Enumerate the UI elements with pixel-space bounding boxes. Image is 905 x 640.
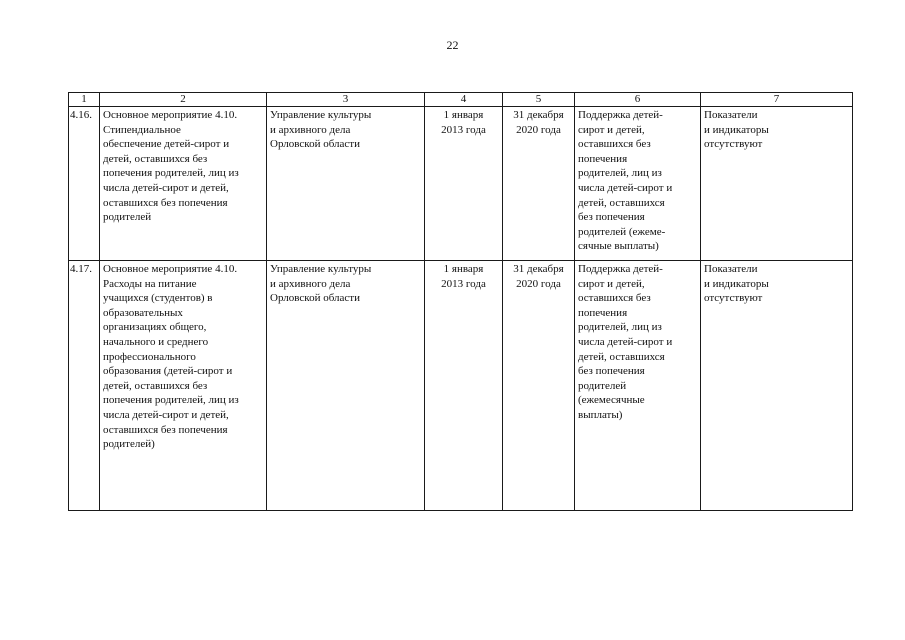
page-number: 22 — [446, 38, 459, 52]
cell-text-line: родителей, лиц из — [578, 321, 662, 334]
cell-text-line: отсутствуют — [704, 292, 763, 305]
row-number-cell — [69, 107, 100, 261]
cell-text-line: оставшихся без — [578, 292, 651, 305]
result-cell — [575, 107, 701, 261]
cell-text-line: родителей, лиц из — [578, 167, 662, 180]
cell-text-line: Поддержка детей- — [578, 263, 663, 275]
column-number-cell: 1 — [69, 93, 100, 107]
cell-text-line: сячные выплаты) — [578, 240, 659, 253]
cell-text-line: родителей) — [103, 438, 155, 451]
cell-text-line: начального и среднего — [103, 335, 209, 348]
cell-text-line: Управление культуры — [270, 109, 372, 121]
cell-text-line: и архивного дела — [270, 277, 351, 290]
cell-text-line: оставшихся без — [578, 138, 651, 151]
cell-text-line: организациях общего, — [103, 321, 207, 334]
cell-text-line: числа детей-сирот и — [578, 181, 673, 194]
cell-text-line: числа детей-сирот и детей, — [103, 181, 229, 194]
column-number-cell: 7 — [701, 93, 853, 107]
cell-text-line: сирот и детей, — [578, 123, 645, 136]
cell-text-line: числа детей-сирот и — [578, 335, 673, 348]
activities-table — [68, 92, 853, 511]
event-cell — [100, 261, 267, 511]
cell-text-line: Стипендиальное — [103, 123, 181, 136]
cell-text-line: учащихся (студентов) в — [103, 292, 213, 305]
row-number: 4.17. — [70, 263, 92, 275]
cell-text-line: 31 декабря — [513, 263, 564, 275]
cell-text-line: отсутствуют — [704, 138, 763, 151]
cell-text-line: и индикаторы — [704, 277, 769, 290]
start-date-cell — [425, 107, 503, 261]
cell-text-line: сирот и детей, — [578, 277, 645, 290]
cell-text-line: обеспечение детей-сирот и — [103, 138, 230, 151]
cell-text-line: детей, оставшихся — [578, 350, 665, 363]
column-number-cell: 4 — [425, 93, 503, 107]
cell-text-line: оставшихся без попечения — [103, 196, 228, 209]
cell-text-line: Основное мероприятие 4.10. — [103, 263, 238, 275]
executor-cell — [267, 261, 425, 511]
cell-text-line: и архивного дела — [270, 123, 351, 136]
cell-text-line: родителей — [578, 379, 627, 392]
start-date-cell — [425, 261, 503, 511]
cell-text-line: 2013 года — [441, 277, 486, 290]
cell-text-line: детей, оставшихся — [578, 196, 665, 209]
cell-text-line: Показатели — [704, 109, 758, 121]
row-number-cell — [69, 261, 100, 511]
column-number-cell: 3 — [267, 93, 425, 107]
cell-text-line: без попечения — [578, 211, 645, 224]
cell-text-line: попечения — [578, 152, 628, 165]
cell-text-line: Орловской области — [270, 138, 360, 151]
cell-text-line: Орловской области — [270, 292, 360, 305]
cell-text-line: 2013 года — [441, 123, 486, 136]
cell-text-line: образования (детей-сирот и — [103, 365, 233, 378]
cell-text-line: попечения родителей, лиц из — [103, 167, 239, 180]
result-cell — [575, 261, 701, 511]
cell-text-line: попечения — [578, 306, 628, 319]
cell-text-line: числа детей-сирот и детей, — [103, 408, 229, 421]
cell-text-line: родителей — [103, 211, 152, 224]
table-row — [69, 107, 853, 261]
column-number-cell: 5 — [503, 93, 575, 107]
column-number-cell: 6 — [575, 93, 701, 107]
cell-text-line: Показатели — [704, 263, 758, 275]
cell-text-line: и индикаторы — [704, 123, 769, 136]
cell-text-line: (ежемесячные — [578, 394, 645, 407]
event-cell — [100, 107, 267, 261]
cell-text-line: 1 января — [443, 263, 484, 275]
row-number: 4.16. — [70, 109, 92, 121]
cell-text-line: 1 января — [443, 109, 484, 121]
cell-text-line: родителей (ежеме- — [578, 225, 666, 238]
column-number-cell: 2 — [100, 93, 267, 107]
cell-text-line: 2020 года — [516, 123, 561, 136]
cell-text-line: Расходы на питание — [103, 277, 197, 290]
cell-text-line: Основное мероприятие 4.10. — [103, 109, 238, 121]
cell-text-line: профессионального — [103, 350, 196, 363]
indicators-cell — [701, 261, 853, 511]
cell-text-line: без попечения — [578, 365, 645, 378]
cell-text-line: попечения родителей, лиц из — [103, 394, 239, 407]
cell-text-line: Поддержка детей- — [578, 109, 663, 121]
cell-text-line: оставшихся без попечения — [103, 423, 228, 436]
end-date-cell — [503, 107, 575, 261]
executor-cell — [267, 107, 425, 261]
cell-text-line: детей, оставшихся без — [103, 152, 208, 165]
cell-text-line: детей, оставшихся без — [103, 379, 208, 392]
cell-text-line: выплаты) — [578, 408, 623, 421]
column-number-row — [69, 93, 853, 107]
indicators-cell — [701, 107, 853, 261]
end-date-cell — [503, 261, 575, 511]
cell-text-line: 31 декабря — [513, 109, 564, 121]
table-row — [69, 261, 853, 511]
cell-text-line: образовательных — [103, 306, 183, 319]
cell-text-line: 2020 года — [516, 277, 561, 290]
cell-text-line: Управление культуры — [270, 263, 372, 275]
